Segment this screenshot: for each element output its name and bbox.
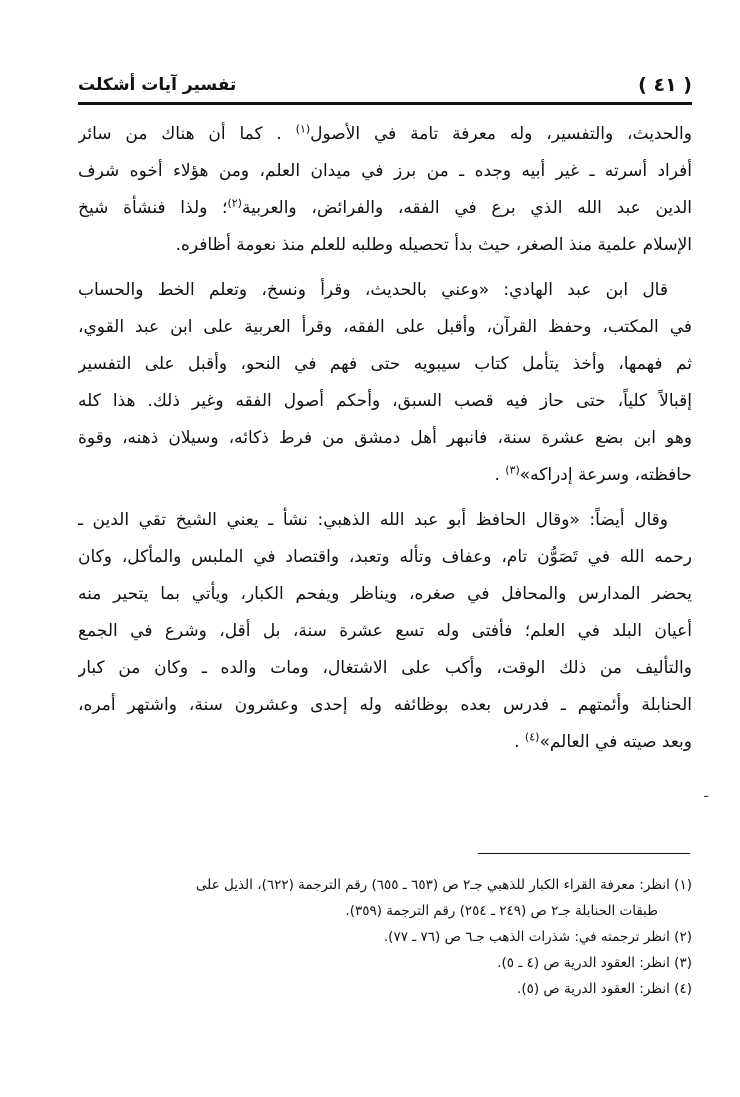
- text-line: وقال أيضاً: «وقال الحافظ أبو عبد الله الذهبي: نشأ ـ يعني الشيخ تقي الدين ـ: [78, 510, 668, 530]
- paragraph-3: [78, 502, 692, 761]
- footnote-number: (٣): [674, 955, 692, 971]
- footnote-item: [78, 950, 692, 976]
- text-line: والحديث، والتفسير، وله معرفة تامة في الأصول$^{(١)}$ . كما أن هناك من سائر: [78, 122, 692, 144]
- page-number: ( ٤١ ): [638, 74, 692, 96]
- paragraph-1: [78, 116, 692, 264]
- text-line: رحمه الله في تَصَوُّن تام، وعفاف وتأله وتعبد، واقتصاد في الملبس والمأكل، وكان: [78, 547, 692, 567]
- footnote-separator: [478, 853, 690, 854]
- footnote-ref: (٢): [227, 196, 242, 210]
- text-line: حافظته، وسرعة إدراكه»$^{(٣)}$ .: [494, 463, 692, 485]
- paragraph-2: [78, 272, 692, 494]
- footnote-item: [78, 872, 692, 898]
- text-line: في المكتب، وحفظ القرآن، وأقبل على الفقه، وقرأ العربية على ابن عبد القوي،: [78, 317, 692, 337]
- text-line: إقبالاً كلياً، حتى حاز فيه قصب السبق، وأحكم أصول الفقه وغير ذلك. هذا كله: [78, 391, 692, 411]
- footnotes: [78, 872, 692, 1002]
- footnote-ref: (٣): [505, 463, 520, 477]
- footnote-text: انظر ترجمته في: شذرات الذهب جـ٦ ص (٧٦ ـ ٧٧).: [383, 929, 670, 945]
- text-line: وهو ابن بضع عشرة سنة، فانبهر أهل دمشق من فرط ذكائه، وسيلان ذهنه، وقوة: [78, 428, 692, 448]
- text-line: الدين عبد الله الذي برع في الفقه، والفرائض، والعربية$^{(٢)}$؛ ولذا فنشأة شيخ: [78, 196, 692, 218]
- page-header: [78, 68, 692, 105]
- footnote-text: انظر: معرفة القراء الكبار للذهبي جـ٢ ص (٦٥٣ ـ ٦٥٥) رقم الترجمة (٦٢٢)، الذيل على: [195, 877, 670, 893]
- footnote-text: انظر: العقود الدرية ص (٤ ـ ٥).: [497, 955, 670, 971]
- footnote-text: انظر: العقود الدرية ص (٥).: [517, 981, 670, 997]
- text-line: يحضر المدارس والمحافل في صغره، ويناظر ويفحم الكبار، ويأتي بما يتحير منه: [78, 584, 692, 604]
- text-line: وبعد صيته في العالم»$^{(٤)}$ .: [514, 730, 692, 752]
- footnote-text: طبقات الحنابلة جـ٢ ص (٢٤٩ ـ ٢٥٤) رقم الترجمة (٣٥٩).: [345, 903, 658, 919]
- text-line: أعيان البلد في العلم؛ فأفتى وله تسع عشرة سنة، بل أقل، وشرع في الجمع: [78, 621, 692, 641]
- running-title: تفسير آيات أشكلت: [78, 75, 237, 95]
- text-line: الحنابلة وأئمتهم ـ فدرس بعده بوظائفه وله إحدى وعشرون سنة، واشتهر أمره،: [78, 695, 692, 715]
- footnote-item: [78, 976, 692, 1002]
- body-text: [78, 116, 692, 761]
- footnote-ref: (٤): [524, 730, 540, 744]
- footnote-item: [78, 924, 692, 950]
- footnote-number: (٢): [674, 929, 692, 945]
- margin-mark: ـ: [704, 786, 708, 801]
- footnote-number: (١): [674, 877, 692, 893]
- text-line: الإسلام علمية منذ الصغر، حيث بدأ تحصيله وطلبه للعلم منذ نعومة أظافره.: [175, 235, 692, 255]
- text-line: أفراد أسرته ـ غير أبيه وجده ـ من برز في ميدان العلم، ومن هؤلاء أخوه شرف: [78, 161, 692, 181]
- text-line: ثم فهمها، وأخذ يتأمل كتاب سيبويه حتى فهم في النحو، وأقبل على التفسير: [78, 354, 692, 374]
- footnote-ref: (١): [295, 122, 311, 136]
- text-line: والتأليف من ذلك الوقت، وأكب على الاشتغال، ومات والده ـ وكان من كبار: [78, 658, 692, 678]
- footnote-continuation: [78, 898, 692, 924]
- footnote-number: (٤): [674, 981, 692, 997]
- text-line: قال ابن عبد الهادي: «وعني بالحديث، وقرأ ونسخ، وتعلم الخط والحساب: [78, 280, 668, 300]
